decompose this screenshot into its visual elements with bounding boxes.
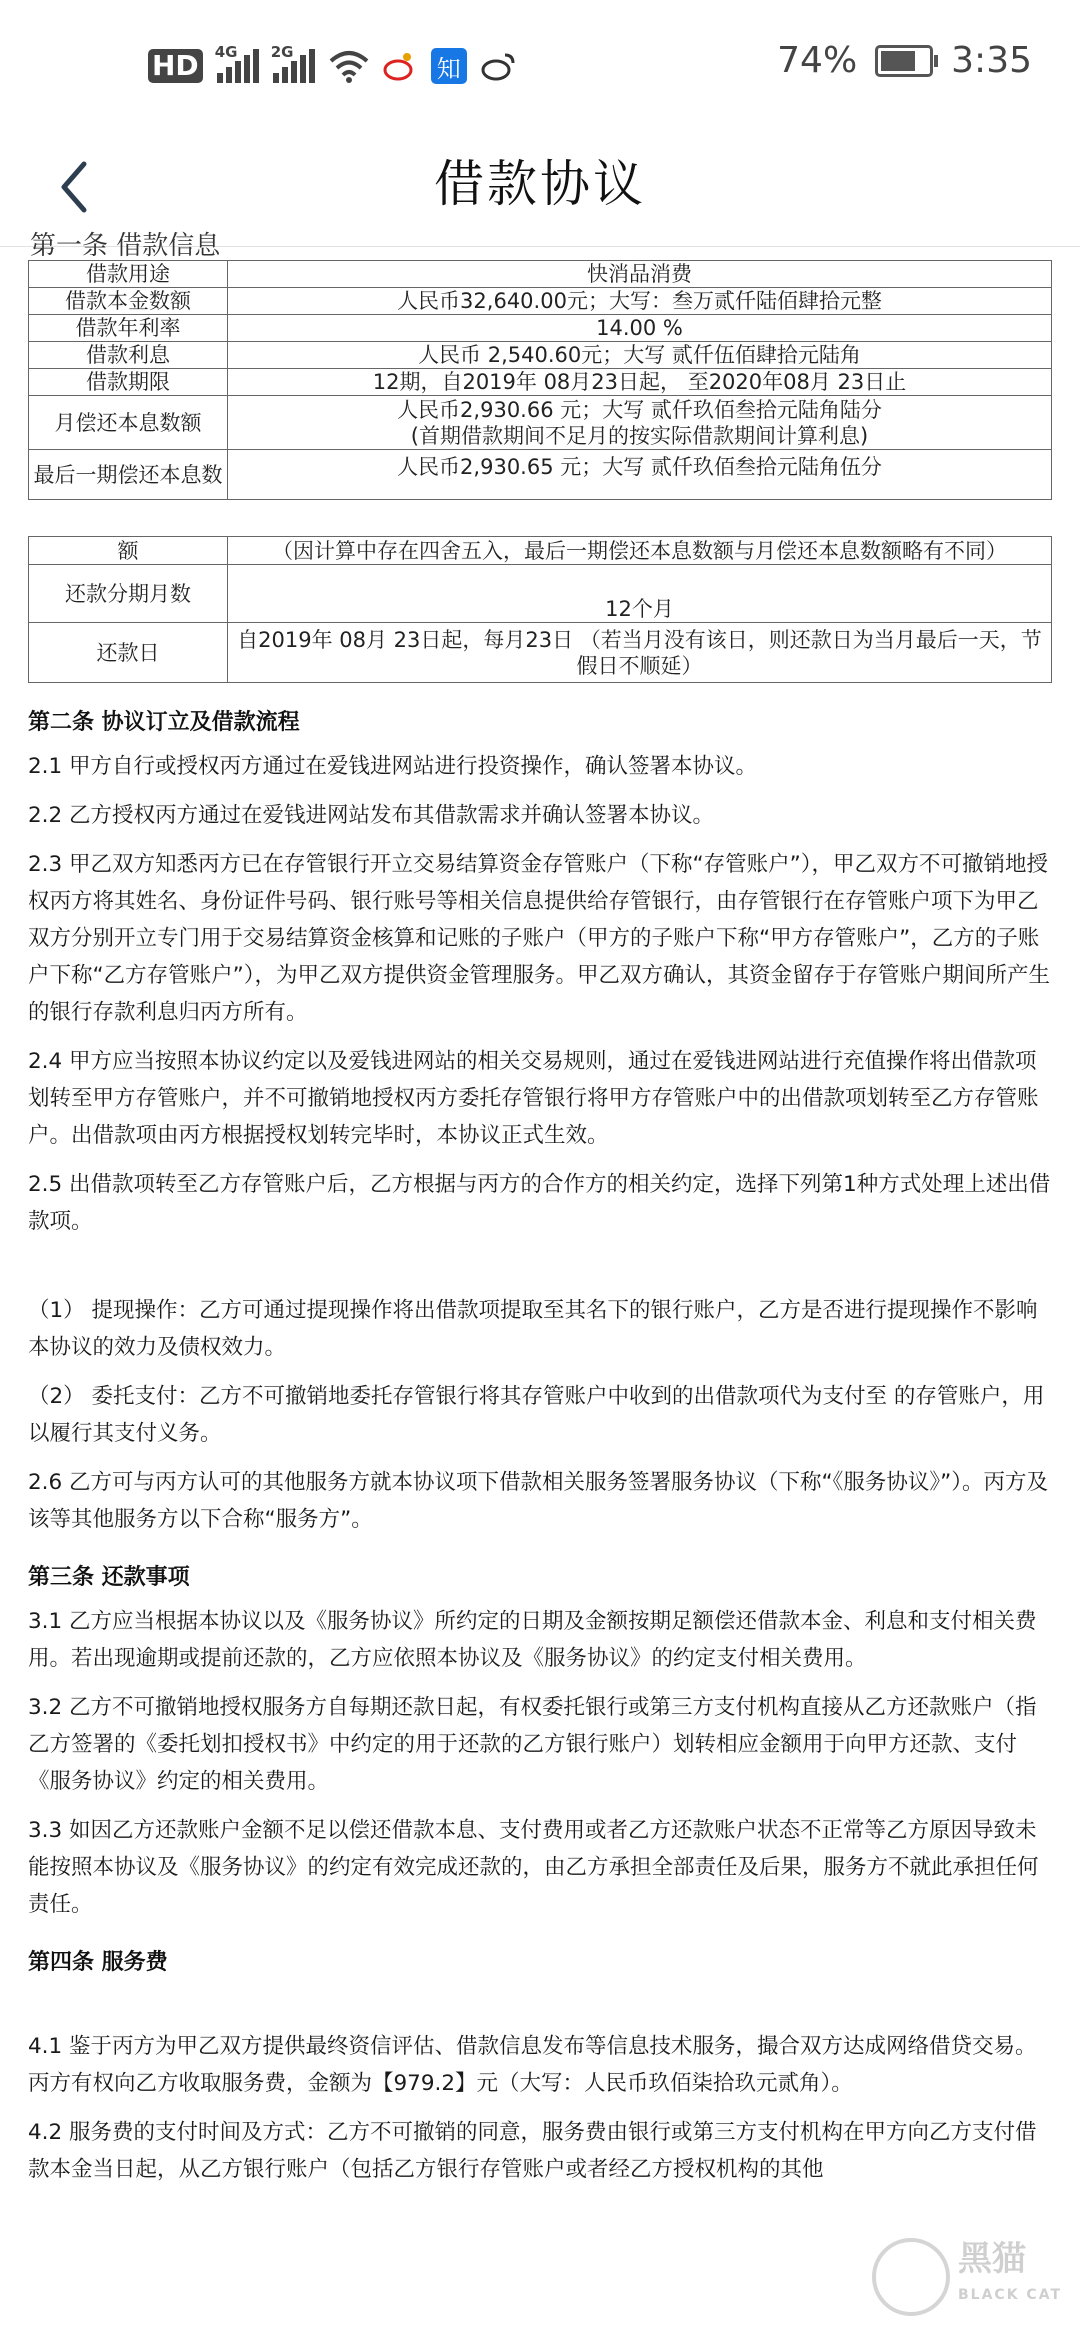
clause-2-5-option-1: （1） 提现操作：乙方可通过提现操作将出借款项提取至其名下的银行账户，乙方是否进行提现操作不影响本协议的效力及债权效力。 (28, 1298, 1038, 1360)
table-row (29, 537, 1052, 565)
table-row (29, 369, 1052, 396)
clause-2-1: 2.1 甲方自行或授权丙方通过在爱钱进网站进行投资操作，确认签署本协议。 (28, 754, 758, 779)
row-label: 额 (29, 537, 228, 565)
row-value: 自2019年 08月 23日起，每月23日 （若当月没有该日，则还款日为当月最后一天，节假日不顺延） (228, 623, 1052, 683)
table-row (29, 342, 1052, 369)
section-3-heading: 第三条 还款事项 (28, 1565, 190, 1590)
row-value: 14.00 % (228, 315, 1052, 342)
loan-info-table (28, 260, 1052, 500)
table-row (29, 261, 1052, 288)
row-value: 12期，自2019年 08月23日起， 至2020年08月 23日止 (228, 369, 1052, 396)
weibo-icon (481, 51, 517, 81)
section-1-heading-cut: 第一条 借款信息 (30, 231, 221, 261)
status-bar (0, 0, 1080, 130)
row-value: （因计算中存在四舍五入，最后一期偿还本息数额与月偿还本息数额略有不同） (228, 537, 1052, 565)
row-label: 还款分期月数 (29, 565, 228, 623)
section-4-heading: 第四条 服务费 (28, 1950, 168, 1975)
status-icons-left (148, 44, 517, 88)
section-2-heading: 第二条 协议订立及借款流程 (28, 710, 300, 735)
clause-2-5-option-2: （2） 委托支付：乙方不可撤销地委托存管银行将其存管账户中收到的出借款项代为支付至 的存管账户，用以履行其支付义务。 (28, 1384, 1045, 1446)
row-value-line1: 人民币2,930.66 元；大写 贰仟玖佰叁拾元陆角陆分 (397, 397, 882, 422)
battery-percent: 74% (777, 40, 858, 81)
watermark-en: BLACK CAT (958, 2287, 1062, 2303)
repayment-table (28, 536, 1052, 683)
table-row (29, 288, 1052, 315)
net-2g-label: 2G (270, 43, 294, 61)
table-row (29, 450, 1052, 500)
row-label: 借款年利率 (29, 315, 228, 342)
watermark (872, 2232, 1062, 2322)
row-value: 快消品消费 (228, 261, 1052, 288)
row-label: 最后一期偿还本息数 (29, 450, 228, 500)
watermark-text (958, 2241, 1062, 2313)
row-label: 借款期限 (29, 369, 228, 396)
row-value-line2: (首期借款期间不足月的按实际借款期间计算利息) (410, 423, 869, 448)
wifi-icon (329, 49, 369, 83)
cat-logo-icon (872, 2238, 950, 2316)
row-value (228, 396, 1052, 450)
table-row (29, 623, 1052, 683)
status-icons-right (777, 40, 1032, 81)
clause-2-2: 2.2 乙方授权丙方通过在爱钱进网站发布其借款需求并确认签署本协议。 (28, 803, 715, 828)
row-value: 人民币 2,540.60元；大写 贰仟伍佰肆拾元陆角 (228, 342, 1052, 369)
agreement-content (28, 231, 1052, 2200)
clause-2-6: 2.6 乙方可与丙方认可的其他服务方就本协议项下借款相关服务签署服务协议（下称“《服务协议》”）。丙方及该等其他服务方以下合称“服务方”。 (28, 1470, 1049, 1532)
page-title: 借款协议 (434, 155, 646, 213)
clause-4-1: 4.1 鉴于丙方为甲乙双方提供最终资信评估、借款信息发布等信息技术服务，撮合双方达成网络借贷交易。丙方有权向乙方收取服务费，金额为【979.2】元（大写：人民币玖佰柒拾玖元贰角）。 (28, 2034, 1037, 2096)
signal-4g-icon (214, 43, 259, 83)
clause-2-5: 2.5 出借款项转至乙方存管账户后，乙方根据与丙方的合作方的相关约定，选择下列第1种方式处理上述出借款项。 (28, 1172, 1051, 1234)
clause-3-2: 3.2 乙方不可撤销地授权服务方自每期还款日起，有权委托银行或第三方支付机构直接从乙方还款账户（指乙方签署的《委托划扣授权书》中约定的用于还款的乙方银行账户）划转相应金额用于向甲方还款、支付《服务协议》约定的相关费用。 (28, 1695, 1037, 1794)
battery-icon (875, 45, 933, 77)
hd-badge: HD (148, 49, 203, 83)
row-value: 12个月 (228, 565, 1052, 623)
row-label: 借款用途 (29, 261, 228, 288)
navigation-bar (0, 130, 1080, 247)
watermark-cn: 黑猫 (958, 2239, 1026, 2279)
clause-3-3: 3.3 如因乙方还款账户金额不足以偿还借款本息、支付费用或者乙方还款账户状态不正常等乙方原因导致未能按照本协议及《服务协议》的约定有效完成还款的，由乙方承担全部责任及后果，服务方不就此承担任何责任。 (28, 1818, 1039, 1917)
row-value: 人民币2,930.65 元；大写 贰仟玖佰叁拾元陆角伍分 (228, 450, 1052, 500)
net-4g-label: 4G (214, 43, 238, 61)
zhihu-icon: 知 (431, 48, 467, 84)
signal-2g-icon (270, 43, 315, 83)
clock: 3:35 (951, 40, 1032, 81)
clause-3-1: 3.1 乙方应当根据本协议以及《服务协议》所约定的日期及金额按期足额偿还借款本金、利息和支付相关费用。若出现逾期或提前还款的，乙方应依照本协议及《服务协议》的约定支付相关费用。 (28, 1609, 1037, 1671)
row-label: 借款利息 (29, 342, 228, 369)
weibo-news-icon (383, 51, 417, 81)
row-value: 人民币32,640.00元；大写：叁万贰仟陆佰肆拾元整 (228, 288, 1052, 315)
clause-4-2: 4.2 服务费的支付时间及方式：乙方不可撤销的同意，服务费由银行或第三方支付机构在甲方向乙方支付借款本金当日起，从乙方银行账户（包括乙方银行存管账户或者经乙方授权机构的其他 (28, 2120, 1037, 2182)
clause-2-4: 2.4 甲方应当按照本协议约定以及爱钱进网站的相关交易规则，通过在爱钱进网站进行充值操作将出借款项划转至甲方存管账户，并不可撤销地授权丙方委托存管银行将甲方存管账户中的出借款项划转至乙方存管账户。出借款项由丙方根据授权划转完毕时，本协议正式生效。 (28, 1049, 1039, 1148)
clause-2-3: 2.3 甲乙双方知悉丙方已在存管银行开立交易结算资金存管账户（下称“存管账户”），甲乙双方不可撤销地授权丙方将其姓名、身份证件号码、银行账号等相关信息提供给存管银行，由存管银行在存管账户项下为甲乙双方分别开立专门用于交易结算资金核算和记账的子账户（甲方的子账户下称“甲方存管账户”，乙方的子账户下称“乙方存管账户”），为甲乙双方提供资金管理服务。甲乙双方确认，其资金留存于存管账户期间所产生的银行存款利息归丙方所有。 (28, 852, 1051, 1025)
table-row (29, 396, 1052, 450)
row-label: 月偿还本息数额 (29, 396, 228, 450)
table-row (29, 315, 1052, 342)
row-label: 还款日 (29, 623, 228, 683)
row-label: 借款本金数额 (29, 288, 228, 315)
table-row (29, 565, 1052, 623)
